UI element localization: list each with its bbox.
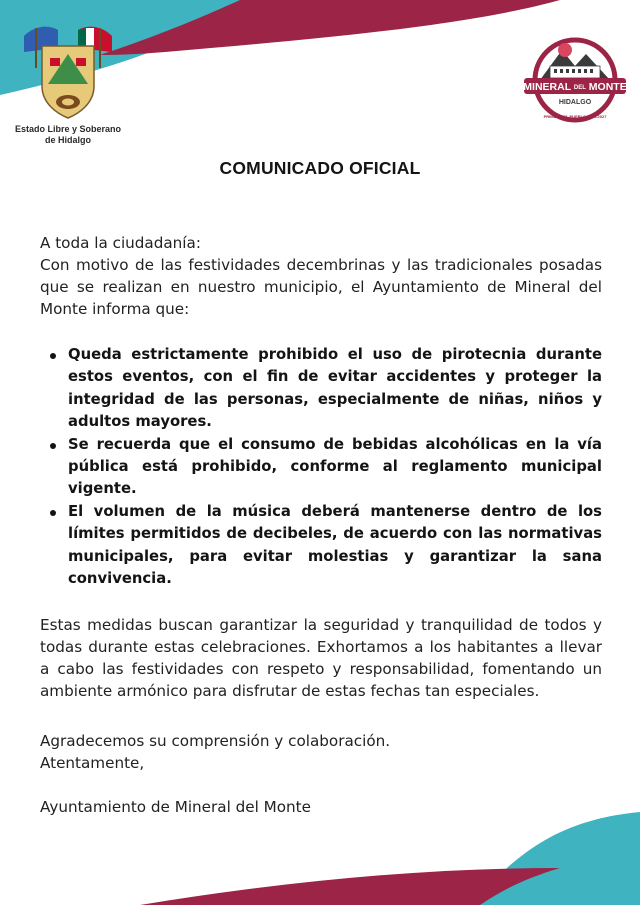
list-item [40,434,602,501]
hidalgo-coat-of-arms-icon [16,18,120,122]
state-emblem [8,18,128,146]
greeting: A toda la ciudadanía: [40,234,201,252]
bullet-icon [50,353,56,359]
emblem-caption [8,124,128,146]
logo-motto: PRIMERO EL PUEBLO 2024-2027 [543,114,607,119]
measure-text: Queda estrictamente prohibido el uso de pirotecnia durante estos eventos, con el fin de evitar accidentes y proteger la integridad de las personas, especialmente de niñas, niños y adultos mayores. [68,346,602,431]
logo-line2: MONTE [588,81,627,93]
logo-state: HIDALGO [558,99,592,106]
signature-line: Ayuntamiento de Mineral del Monte [40,798,311,816]
measure-text: Se recuerda que el consumo de bebidas alcohólicas en la vía pública está prohibido, conforme al reglamento municipal vigente. [68,435,602,498]
mineral-del-monte-logo-icon [520,36,630,132]
list-item [40,344,602,434]
measure-text: El volumen de la música deberá mantenerse dentro de los límites permitidos de decibeles, de acuerdo con las normativas municipales, para evitar molestias y garantizar la sana convivencia. [68,502,602,588]
measures-list [40,344,602,590]
logo-line1: MINERAL [523,81,571,93]
list-item [40,501,602,591]
logo-line1-small: DEL [573,85,586,91]
municipal-logo [520,36,630,132]
page-title: COMUNICADO OFICIAL [219,158,421,178]
thanks-line: Agradecemos su comprensión y colaboración. [40,732,391,750]
emblem-caption-line-1: Estado Libre y Soberano [14,124,122,134]
emblem-caption-line-2: de Hidalgo [44,135,91,145]
bullet-icon [50,510,56,516]
intro-paragraph: Con motivo de las festividades decembrinas y las tradicionales posadas que se realizan en nuestro municipio, el Ayuntamiento de Mineral del Monte informa que: [40,256,602,318]
regards-line: Atentamente, [40,754,145,772]
closing-paragraph: Estas medidas buscan garantizar la seguridad y tranquilidad de todos y todas durante estas celebraciones. Exhortamos a los habitantes a llevar a cabo las festividades con respeto y responsabilidad, fomentando un ambiente armónico para disfrutar de estas fechas tan especiales. [40,616,602,700]
bullet-icon [50,443,56,449]
